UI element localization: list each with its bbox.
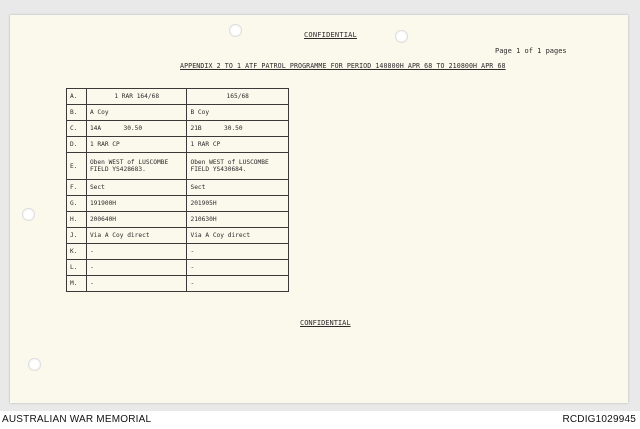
punch-hole [395, 30, 408, 43]
table-row [67, 105, 289, 121]
row-label: D. [67, 137, 87, 153]
cell-patrol-1: 191900H [86, 196, 187, 212]
cell-patrol-1: 200640H [86, 212, 187, 228]
table-row [67, 212, 289, 228]
cell-patrol-2: B Coy [187, 105, 289, 121]
confidential-footer: CONFIDENTIAL [300, 319, 351, 327]
cell-patrol-1: Sect [86, 180, 187, 196]
cell-patrol-2: - [187, 260, 289, 276]
page-number: Page 1 of 1 pages [495, 47, 567, 55]
cell-patrol-2: 165/68 [187, 89, 289, 105]
archive-id: RCDIG1029945 [562, 414, 636, 425]
row-label: H. [67, 212, 87, 228]
table-row [67, 260, 289, 276]
cell-line: Oben WEST of LUSCOMBE [89, 159, 169, 166]
cell-patrol-2: 201905H [187, 196, 289, 212]
confidential-header: CONFIDENTIAL [304, 31, 357, 39]
punch-hole [28, 358, 41, 371]
row-label: E. [67, 153, 87, 180]
cell-line: FIELD YS430684. [190, 166, 247, 173]
cell-patrol-1: Via A Coy direct [86, 228, 187, 244]
row-label: B. [67, 105, 87, 121]
cell-line: Oben WEST of LUSCOMBE [190, 159, 269, 166]
cell-patrol-1 [86, 153, 187, 180]
row-label: M. [67, 276, 87, 292]
cell-line: FIELD YS428683. [89, 166, 146, 173]
document-title: APPENDIX 2 TO 1 ATF PATROL PROGRAMME FOR PERIOD 140800H APR 68 TO 210800H APR 68 [180, 62, 506, 70]
cell-patrol-1: A Coy [86, 105, 187, 121]
cell-patrol-2: 210630H [187, 212, 289, 228]
row-label: A. [67, 89, 87, 105]
cell-patrol-2: Via A Coy direct [187, 228, 289, 244]
table-row [67, 196, 289, 212]
cell-patrol-2: 1 RAR CP [187, 137, 289, 153]
cell-patrol-1: 1 RAR 164/68 [86, 89, 187, 105]
punch-hole [229, 24, 242, 37]
cell-patrol-1: - [86, 276, 187, 292]
cell-patrol-1: - [86, 244, 187, 260]
cell-patrol-2: - [187, 276, 289, 292]
table-row [67, 153, 289, 180]
row-label: J. [67, 228, 87, 244]
table-row [67, 228, 289, 244]
punch-hole [22, 208, 35, 221]
row-label: G. [67, 196, 87, 212]
row-label: C. [67, 121, 87, 137]
row-label: L. [67, 260, 87, 276]
row-label: K. [67, 244, 87, 260]
table-row [67, 137, 289, 153]
archive-caption: AUSTRALIAN WAR MEMORIAL [2, 414, 152, 425]
row-label: F. [67, 180, 87, 196]
cell-patrol-2: - [187, 244, 289, 260]
cell-patrol-1: - [86, 260, 187, 276]
table-row [67, 89, 289, 105]
patrol-table [66, 88, 289, 292]
table-row [67, 276, 289, 292]
cell-patrol-2: 21B 30.50 [187, 121, 289, 137]
table-row [67, 180, 289, 196]
table-row [67, 244, 289, 260]
cell-patrol-2: Sect [187, 180, 289, 196]
cell-patrol-2 [187, 153, 289, 180]
table-row [67, 121, 289, 137]
cell-patrol-1: 14A 30.50 [86, 121, 187, 137]
cell-patrol-1: 1 RAR CP [86, 137, 187, 153]
